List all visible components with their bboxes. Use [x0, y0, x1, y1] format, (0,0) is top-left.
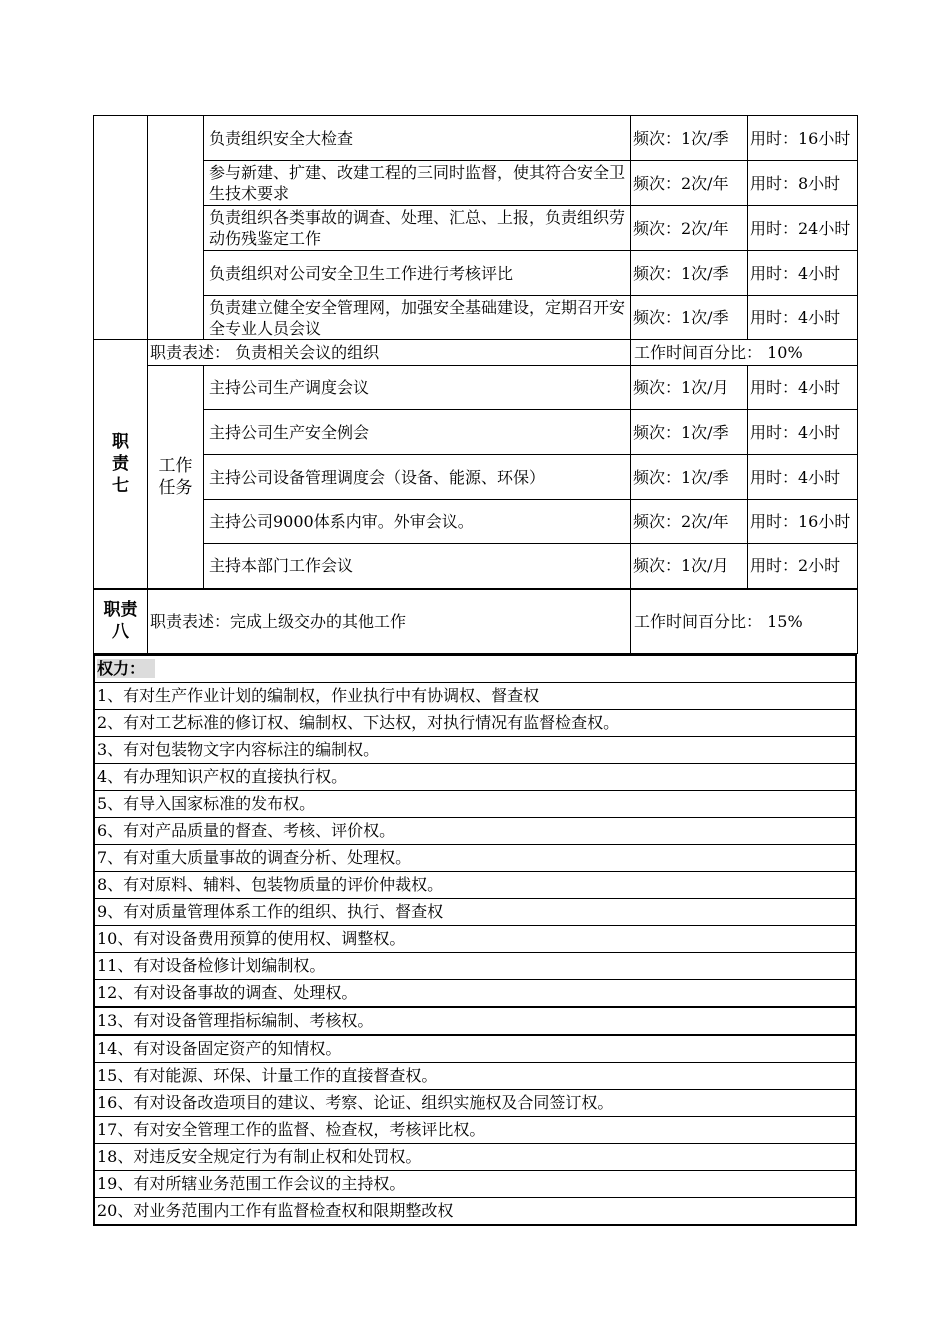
duty7-work-label: 工作任务: [148, 366, 204, 589]
duty6-task-row: [94, 116, 858, 161]
power-item: [94, 953, 856, 980]
power-item-text: 18、对违反安全规定行为有制止权和处罚权。: [94, 1144, 856, 1171]
task-frequency: 频次：1次/季: [631, 116, 748, 161]
power-item-text: 20、对业务范围内工作有监督检查权和限期整改权: [94, 1198, 856, 1226]
task-text: 负责建立健全安全管理网，加强安全基础建设，定期召开安全专业人员会议: [204, 296, 631, 340]
power-item: [94, 1117, 856, 1144]
power-item: [94, 764, 856, 791]
duty6-task-row: [94, 296, 858, 340]
power-item-text: 9、有对质量管理体系工作的组织、执行、督查权: [94, 899, 856, 926]
task-text: 负责组织安全大检查: [204, 116, 631, 161]
power-item-text: 13、有对设备管理指标编制、考核权。: [94, 1007, 856, 1035]
power-item: [94, 1090, 856, 1117]
task-hours: 用时：4小时: [748, 410, 858, 455]
task-hours: 用时：8小时: [748, 161, 858, 206]
task-hours: 用时：4小时: [748, 366, 858, 410]
power-item-text: 19、有对所辖业务范围工作会议的主持权。: [94, 1171, 856, 1198]
task-text: 主持本部门工作会议: [204, 544, 631, 589]
task-hours: 用时：4小时: [748, 455, 858, 500]
task-text: 参与新建、扩建、改建工程的三同时监督，使其符合安全卫生技术要求: [204, 161, 631, 206]
duty8-label: 职责八: [94, 589, 148, 654]
duties-table: [93, 115, 858, 654]
task-frequency: 频次：2次/年: [631, 206, 748, 251]
power-item-text: 2、有对工艺标准的修订权、编制权、下达权，对执行情况有监督检查权。: [94, 710, 856, 737]
power-item: [94, 737, 856, 764]
power-item-text: 14、有对设备固定资产的知情权。: [94, 1035, 856, 1063]
power-item: [94, 710, 856, 737]
duty7-description: 职责表述： 负责相关会议的组织: [148, 340, 631, 366]
duty7-task-row: [94, 500, 858, 544]
power-item-text: 16、有对设备改造项目的建议、考察、论证、组织实施权及合同签订权。: [94, 1090, 856, 1117]
duty8-description: 职责表述：完成上级交办的其他工作: [148, 589, 631, 654]
task-hours: 用时：16小时: [748, 116, 858, 161]
task-frequency: 频次：2次/年: [631, 161, 748, 206]
powers-heading-cell: [94, 655, 856, 683]
duty8-row: [94, 589, 858, 654]
power-item-text: 11、有对设备检修计划编制权。: [94, 953, 856, 980]
power-item: [94, 1007, 856, 1035]
power-item: [94, 1171, 856, 1198]
power-item: [94, 1035, 856, 1063]
duty7-time-percentage: 工作时间百分比： 10%: [631, 340, 858, 366]
power-item: [94, 926, 856, 953]
task-text: 主持公司生产安全例会: [204, 410, 631, 455]
task-hours: 用时：4小时: [748, 296, 858, 340]
task-frequency: 频次：1次/季: [631, 410, 748, 455]
power-item-text: 1、有对生产作业计划的编制权，作业执行中有协调权、督查权: [94, 683, 856, 710]
document-page: [93, 115, 857, 1226]
task-frequency: 频次：1次/季: [631, 296, 748, 340]
power-item-text: 15、有对能源、环保、计量工作的直接督查权。: [94, 1063, 856, 1090]
power-item: [94, 683, 856, 710]
task-hours: 用时：24小时: [748, 206, 858, 251]
task-frequency: 频次：1次/季: [631, 455, 748, 500]
power-item-text: 10、有对设备费用预算的使用权、调整权。: [94, 926, 856, 953]
task-text: 主持公司生产调度会议: [204, 366, 631, 410]
power-item-text: 4、有办理知识产权的直接执行权。: [94, 764, 856, 791]
power-item: [94, 980, 856, 1008]
power-item: [94, 1063, 856, 1090]
duty7-desc-row: [94, 340, 858, 366]
power-item-text: 6、有对产品质量的督查、考核、评价权。: [94, 818, 856, 845]
power-item-text: 12、有对设备事故的调查、处理权。: [94, 980, 856, 1008]
power-item-text: 5、有导入国家标准的发布权。: [94, 791, 856, 818]
duty6-task-row: [94, 161, 858, 206]
task-text: 负责组织对公司安全卫生工作进行考核评比: [204, 251, 631, 296]
duty6-work-cell: [148, 116, 204, 340]
task-hours: 用时：2小时: [748, 544, 858, 589]
task-text: 主持公司9000体系内审。外审会议。: [204, 500, 631, 544]
power-item-text: 8、有对原料、辅料、包装物质量的评价仲裁权。: [94, 872, 856, 899]
task-frequency: 频次：2次/年: [631, 500, 748, 544]
task-frequency: 频次：1次/月: [631, 366, 748, 410]
duty6-label-cell: [94, 116, 148, 340]
duty7-label: 职责七: [94, 340, 148, 589]
power-item: [94, 818, 856, 845]
power-item-text: 17、有对安全管理工作的监督、检查权，考核评比权。: [94, 1117, 856, 1144]
duty8-time-percentage: 工作时间百分比： 15%: [631, 589, 858, 654]
power-item-text: 7、有对重大质量事故的调查分析、处理权。: [94, 845, 856, 872]
duty7-task-row: [94, 410, 858, 455]
duty6-task-row: [94, 251, 858, 296]
power-item: [94, 791, 856, 818]
task-hours: 用时：16小时: [748, 500, 858, 544]
task-frequency: 频次：1次/季: [631, 251, 748, 296]
powers-heading-row: [94, 655, 856, 683]
power-item: [94, 1144, 856, 1171]
task-text: 负责组织各类事故的调查、处理、汇总、上报，负责组织劳动伤残鉴定工作: [204, 206, 631, 251]
task-frequency: 频次：1次/月: [631, 544, 748, 589]
power-item: [94, 872, 856, 899]
powers-table: [93, 654, 857, 1226]
task-hours: 用时：4小时: [748, 251, 858, 296]
power-item-text: 3、有对包装物文字内容标注的编制权。: [94, 737, 856, 764]
task-text: 主持公司设备管理调度会（设备、能源、环保）: [204, 455, 631, 500]
power-item: [94, 845, 856, 872]
duty7-task-row: [94, 455, 858, 500]
power-item: [94, 899, 856, 926]
duty7-task-row: [94, 544, 858, 589]
duty7-task-row: [94, 366, 858, 410]
powers-heading: 权力：: [97, 659, 155, 678]
power-item: [94, 1198, 856, 1226]
duty6-task-row: [94, 206, 858, 251]
